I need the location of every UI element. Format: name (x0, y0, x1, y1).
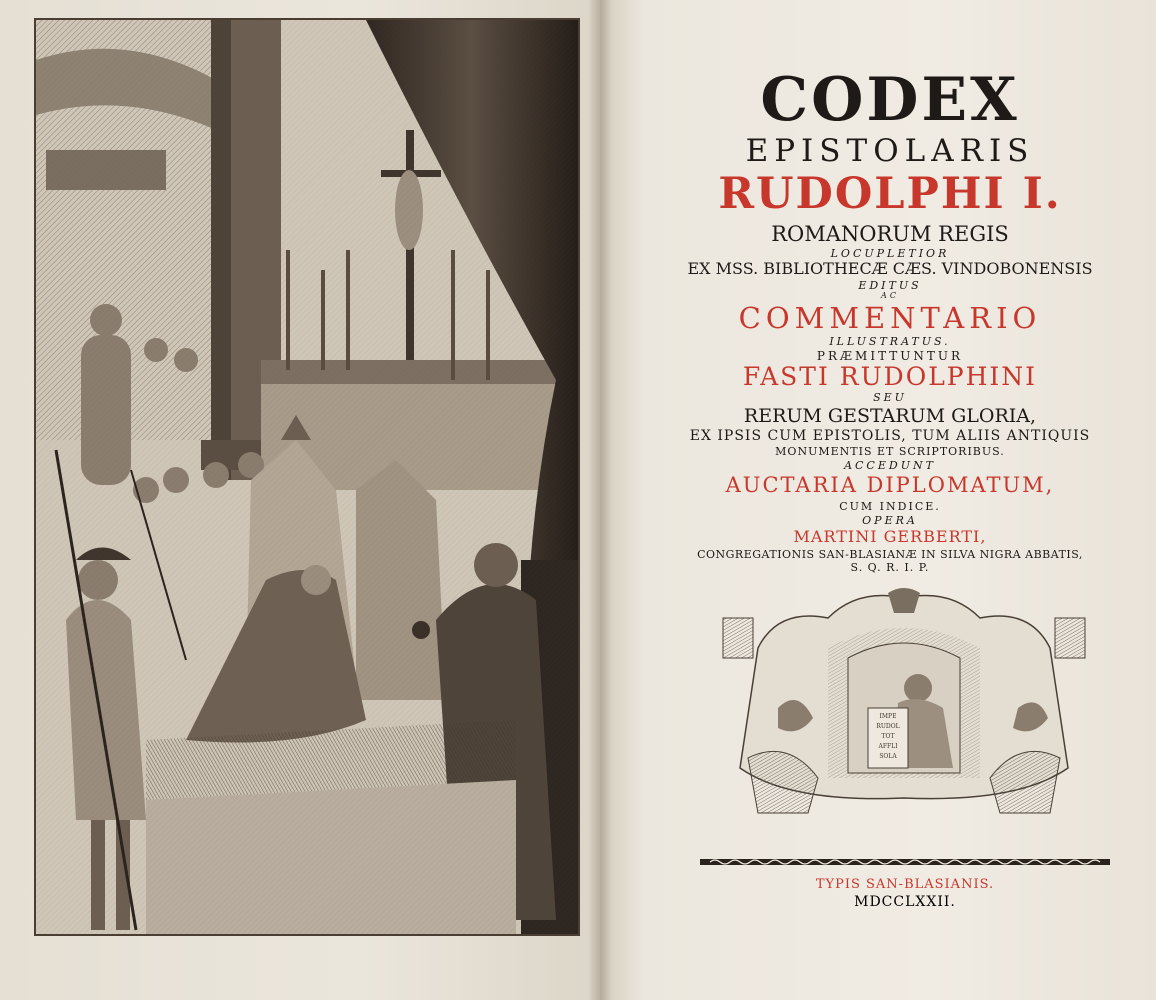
title-illustratus: ILLUSTRATUS. (829, 335, 951, 348)
title-auctaria: AUCTARIA DIPLOMATUM, (725, 473, 1055, 497)
title-romanorum-regis: ROMANORUM REGIS (771, 222, 1009, 246)
title-block (650, 65, 1130, 574)
title-locupletior: LOCUPLETIOR (830, 247, 950, 260)
frontispiece-engraving (34, 18, 580, 936)
title-opera: OPERA (862, 514, 918, 527)
title-rerum-gestarum: RERUM GESTARUM GLORIA, (743, 405, 1037, 427)
title-congregationis: CONGREGATIONIS SAN-BLASIANÆ IN SILVA NIGRA ABBATIS, (697, 548, 1083, 561)
title-editus: EDITUS (858, 279, 922, 292)
title-ex-mss: EX MSS. BIBLIOTHECÆ CÆS. VINDOBONENSIS (687, 259, 1093, 278)
title-epistolaris: EPISTOLARIS (745, 133, 1035, 169)
decorative-rule (700, 853, 1110, 865)
title-accedunt: ACCEDUNT (844, 459, 936, 472)
title-ex-ipsis: EX IPSIS CUM EPISTOLIS, TUM ALIIS ANTIQUIS (689, 428, 1091, 444)
title-cum-indice: CUM INDICE. (839, 500, 941, 513)
title-seu: SEU (873, 391, 907, 404)
title-praemittuntur: PRÆMITTUNTUR (816, 349, 964, 363)
book-gutter (588, 0, 612, 1000)
title-rudolphi: RUDOLPHI I. (718, 169, 1062, 219)
title-commentario: COMMENTARIO (738, 301, 1042, 335)
title-vignette (718, 588, 1090, 818)
vignette-tablet-text: IMPE RUDOL TOT AFFLI SOLA (876, 713, 900, 760)
imprint-printer: TYPIS SAN-BLASIANIS. (815, 877, 995, 892)
title-sqrip: S. Q. R. I. P. (850, 561, 930, 574)
imprint-year: MDCCLXXII. (854, 894, 956, 910)
title-martini-gerberti: MARTINI GERBERTI, (793, 527, 987, 546)
imprint (700, 878, 1110, 909)
title-monumentis: MONUMENTIS ET SCRIPTORIBUS. (775, 445, 1005, 458)
title-fasti-rudolphini: FASTI RUDOLPHINI (742, 362, 1038, 391)
title-codex: CODEX (760, 65, 1020, 135)
title-ac: AC (881, 291, 899, 300)
